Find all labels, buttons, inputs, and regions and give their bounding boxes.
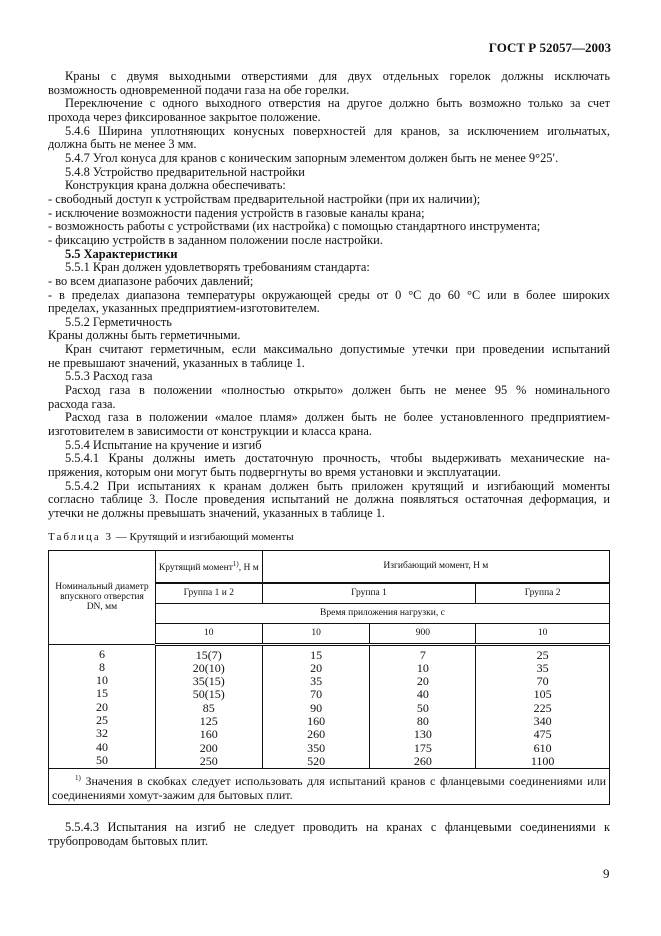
text-line: Конструкция крана должна обеспечивать: [65,178,286,193]
table-cell: 610 [533,740,552,755]
list-item: - в пределах диапазона температуры окружающей среды от 0 °С до 60 °С или в более широких [48,287,610,302]
text-line: не превышают значений, указанных в таблице 1. [48,355,305,370]
table-cell: 15 [95,686,108,701]
text-line: 5.5.3 Расход газа [65,369,153,384]
table-cell: 32 [95,726,108,741]
text-line: Кран считают герметичным, если максимально допустимые утечки при проведении испытаний [65,342,610,357]
table-cell: 6 [98,646,105,661]
text-line: Краны с двумя выходными отверстиями для двух отдельных горелок должны исключать [65,69,610,83]
header-group-1-2: Группа 1 и 2 [155,583,262,604]
table-cell: 85 [202,700,215,715]
table-cell: 50 [416,700,429,715]
header-time: Время приложения нагрузки, с [155,603,609,623]
table-cell: 20(10) [192,660,225,675]
table-cell: 50(15) [192,687,225,702]
table-cell: 20 [95,699,108,714]
body-text [48,70,610,521]
table-cell: 20 [310,660,323,675]
table-cell: 40 [95,739,108,754]
footnote-mark: 1) [75,774,81,783]
table-cell: 80 [416,713,429,728]
text-line: утечки не должны превышать значений, указанных в таблице 1. [48,506,386,520]
table-column-1 [155,644,262,769]
table-column-0 [49,644,156,769]
table-cell: 475 [533,727,552,742]
table-caption [48,531,294,543]
header-dn: Номинальный диаметр впускного отверстия DN, мм [49,551,156,645]
section-heading: 5.5 Характеристики [65,246,178,261]
table-cell: 8 [98,659,105,674]
table-cell: 35 [310,674,323,689]
header-group-1: Группа 1 [262,583,476,604]
table-footnote [49,769,610,805]
document-header: ГОСТ Р 52057—2003 [488,40,611,55]
table-cell: 520 [307,753,326,768]
table-cell: 260 [307,727,326,742]
table-cell: 250 [199,753,218,768]
table-cell: 70 [310,687,323,702]
table-column-3 [370,644,476,769]
table-cell: 15 [310,647,323,662]
table-cell: 70 [536,674,549,689]
table-cell: 10 [416,660,429,675]
table-cell: 35 [536,660,549,675]
header-bend: Изгибающий момент, Н м [262,551,609,583]
table-column-4 [476,644,610,769]
table-cell: 260 [413,753,432,768]
table-cell: 125 [199,713,218,728]
time-value: 10 [155,623,262,644]
table-cell: 225 [533,700,552,715]
text-line: трубопроводам бытовых плит. [48,833,209,848]
table-cell: 340 [533,713,552,728]
table-column-2 [262,644,370,769]
table-data [49,644,610,769]
text-line: 5.4.6 Ширина уплотняющих конусных поверхностей для кранов, за исключением игольчатых, [65,123,610,138]
text-line: 5.5.1 Кран должен удовлетворять требованиям стандарта: [65,260,370,275]
header-torque-label: Крутящий момент [158,562,233,573]
time-value: 10 [476,623,610,644]
header-torque [155,551,262,583]
text-line: пределах, указанных предприятием-изготовителем. [48,301,320,316]
list-item: - фиксацию устройств в заданном положении после настройки. [48,232,383,247]
footnote-ref: 1) [232,559,239,568]
table-cell: 25 [536,647,549,662]
time-value: 10 [262,623,370,644]
text-line: Расход газа в положении «полностью открыто» должен быть не менее 95 % номинального [65,383,610,398]
after-table-text [48,821,610,848]
table-cell: 25 [95,712,108,727]
table-cell: 105 [533,687,552,702]
text-line: Расход газа в положении «малое пламя» должен быть не более установленного предприятием- [65,410,610,425]
table-caption-prefix: Таблица 3 [48,531,114,543]
text-line: Переключение с одного выходного отверстия на другое должно быть возможно только за счет [65,96,610,111]
text-line: 5.4.7 Угол конуса для кранов с коническим запорным элементом должен быть не менее 9°25′. [65,150,559,165]
text-line: 5.5.4.1 Краны должны иметь достаточную прочность, чтобы выдерживать механические на- [65,451,610,466]
table-cell: 90 [310,700,323,715]
header-torque-unit: , Н м [238,562,259,573]
table-cell: 10 [95,673,108,688]
table-cell: 350 [307,740,326,755]
list-item: - возможность работы с устройствами (их настройка) с помощью стандартного инструмента; [48,219,541,234]
list-item: - во всем диапазоне рабочих давлений; [48,273,254,288]
table-cell: 20 [416,674,429,689]
table-caption-text: — Крутящий и изгибающий моменты [113,531,294,543]
table-cell: 160 [199,727,218,742]
text-line: 5.4.8 Устройство предварительной настройки [65,164,305,179]
text-line: прохода через фиксированное закрытое положение. [48,109,321,124]
text-line: должна быть не менее 3 мм. [48,137,197,152]
text-line: 5.5.4 Испытание на кручение и изгиб [65,437,262,452]
footnote-text: Значения в скобках следует использовать для испытаний кранов с фланцевыми соединениями или соединениями хомут-зажим для бытовых плит. [52,774,607,803]
table-cell: 130 [413,727,432,742]
text-line: возможность одновременной подачи газа на обе горелки. [48,82,350,97]
text-line: пряжения, которым они могут быть подвергнуты во время установки и эксплуатации. [48,465,501,480]
table-cell: 160 [307,713,326,728]
table-cell: 15(7) [195,647,222,662]
header-group-2: Группа 2 [476,583,610,604]
table-cell: 50 [95,752,108,767]
table-cell: 175 [413,740,432,755]
text-line: изготовителем в зависимости от конструкции и класса крана. [48,424,372,439]
page-number: 9 [603,866,610,881]
list-item: - исключение возможности падения устройств в газовые каналы крана; [48,205,425,220]
table-cell: 40 [416,687,429,702]
table-cell: 35(15) [192,674,225,689]
list-item: - свободный доступ к устройствам предварительной настройки (при их наличии); [48,191,481,206]
table-cell: 200 [199,740,218,755]
table-cell: 7 [419,647,426,662]
text-line: расхода газа. [48,396,116,411]
text-line: 5.5.4.2 При испытаниях к кранам должен быть приложен крутящий и изгибающий моменты [65,478,610,493]
time-value: 900 [370,623,476,644]
table-cell: 1100 [530,753,555,768]
text-line: 5.5.4.3 Испытания на изгиб не следует проводить на кранах с фланцевыми соединениями к [65,820,610,834]
text-line: 5.5.2 Герметичность [65,314,172,329]
moments-table [48,550,610,805]
text-line: Краны должны быть герметичными. [48,328,241,343]
text-line: согласно таблице 3. После проведения испытаний не должна появляться остаточная деформация, и [48,492,610,507]
